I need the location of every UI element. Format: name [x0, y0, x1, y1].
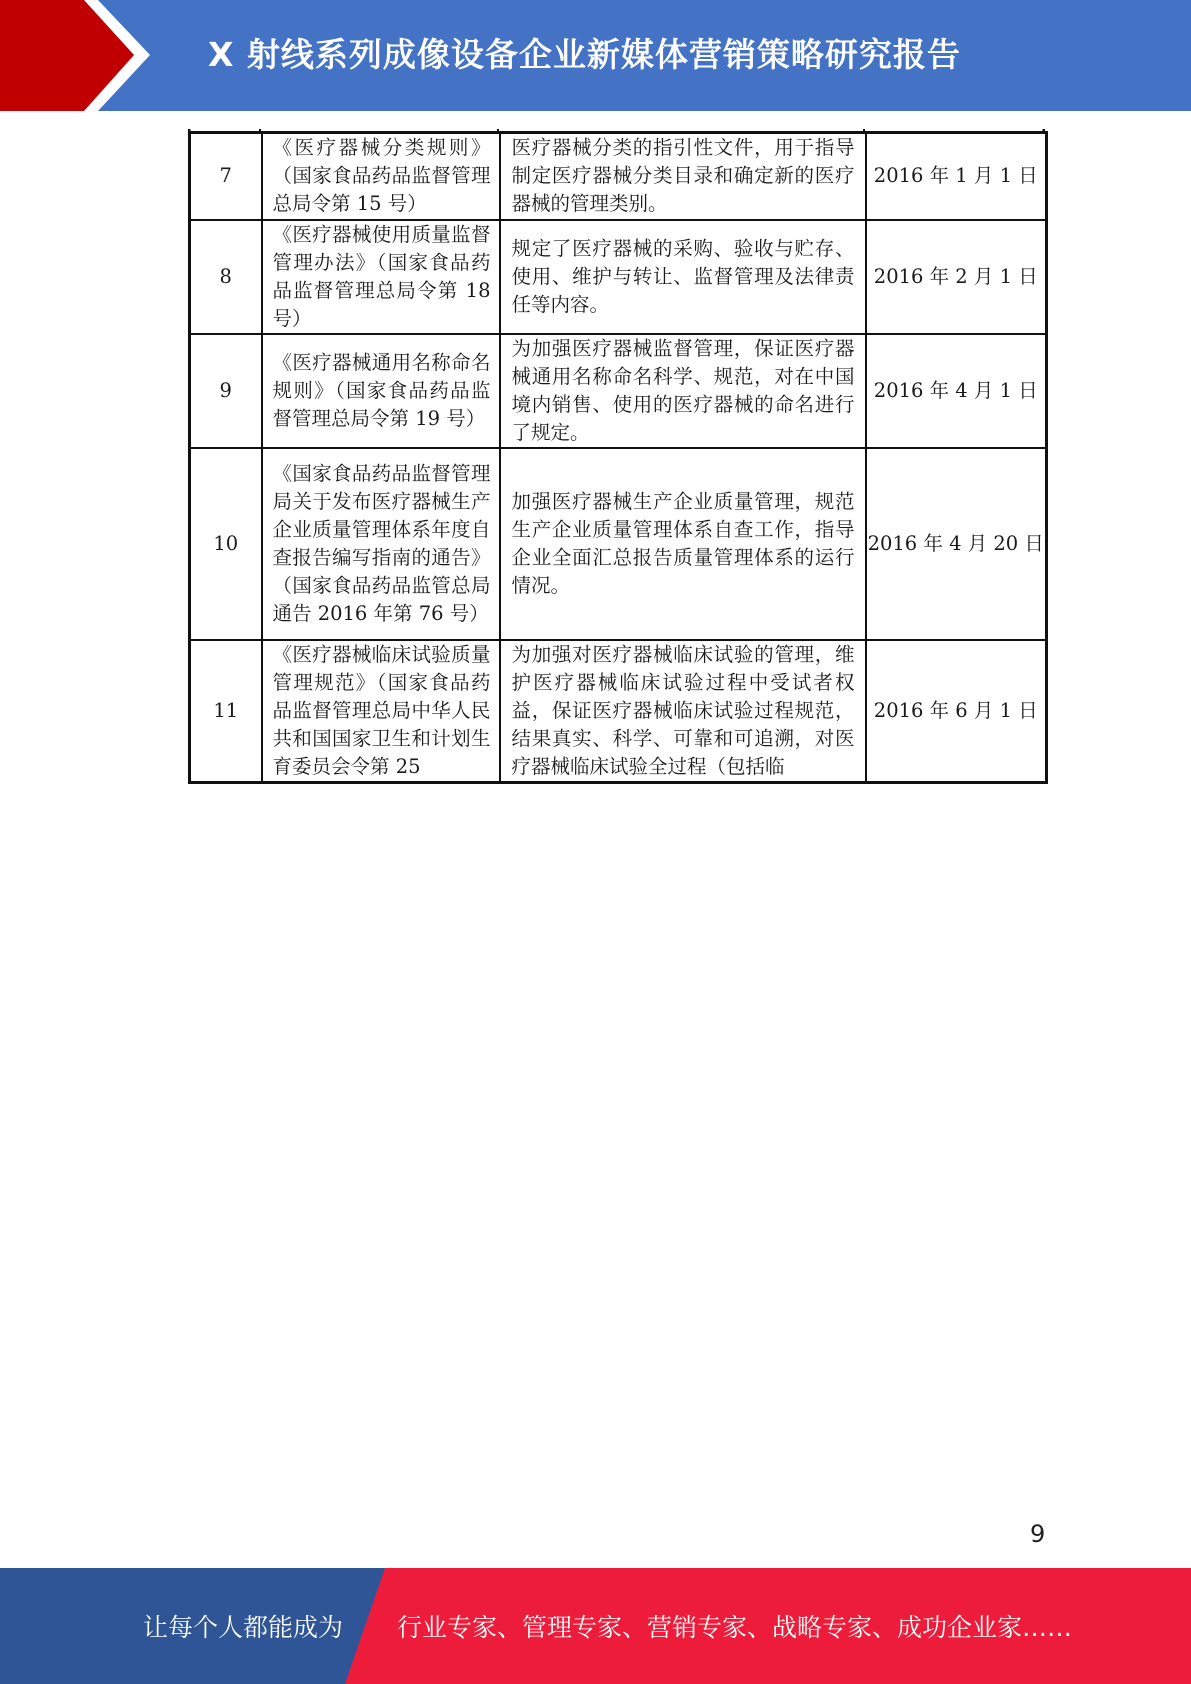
footer-slogan-left: 让每个人都能成为	[143, 1613, 344, 1642]
regulation-name: 《国家食品药品监督管理局关于发布医疗器械生产企业质量管理体系年度自查报告编写指南的通告》（国家食品药品监管总局通告 2016 年第 76 号）	[262, 448, 500, 640]
regulation-description: 医疗器械分类的指引性文件，用于指导制定医疗器械分类目录和确定新的医疗器械的管理类别。	[500, 133, 866, 220]
effective-date: 2016 年 4 月 1 日	[866, 334, 1047, 448]
regulation-name: 《医疗器械使用质量监督管理办法》（国家食品药品监督管理总局令第 18 号）	[262, 220, 500, 334]
effective-date: 2016 年 4 月 20 日	[866, 448, 1047, 640]
regulation-name	[262, 640, 500, 783]
header-banner	[0, 0, 1191, 111]
row-number: 8	[190, 220, 262, 334]
footer-banner	[0, 1568, 1191, 1684]
row-number: 10	[190, 448, 262, 640]
footer-slogan-right: 行业专家、管理专家、营销专家、战略专家、成功企业家……	[397, 1613, 1073, 1642]
page-number: 9	[1030, 1520, 1046, 1548]
regulation-description: 规定了医疗器械的采购、验收与贮存、使用、维护与转让、监督管理及法律责任等内容。	[500, 220, 866, 334]
regulation-description: 为加强医疗器械监督管理，保证医疗器械通用名称命名科学、规范，对在中国境内销售、使用的医疗器械的命名进行了规定。	[500, 334, 866, 448]
effective-date: 2016 年 6 月 1 日	[866, 640, 1047, 783]
regulation-description-text: 为加强对医疗器械临床试验的管理，维护医疗器械临床试验过程中受试者权益，保证医疗器械临床试验过程规范，结果真实、科学、可靠和可追溯，对医疗器械临床试验全过程（包括临	[511, 642, 855, 778]
regulation-name: 《医疗器械分类规则》（国家食品药品监督管理总局令第 15 号）	[262, 133, 500, 220]
table-row	[190, 133, 1047, 220]
regulation-description: 加强医疗器械生产企业质量管理，规范生产企业质量管理体系自查工作，指导企业全面汇总报告质量管理体系的运行情况。	[500, 448, 866, 640]
report-title: X 射线系列成像设备企业新媒体营销策略研究报告	[208, 35, 961, 74]
effective-date: 2016 年 2 月 1 日	[866, 220, 1047, 334]
table-row	[190, 220, 1047, 334]
row-number: 9	[190, 334, 262, 448]
row-number: 7	[190, 133, 262, 220]
regulation-table	[188, 131, 1045, 784]
regulation-name-text: 《医疗器械临床试验质量管理规范》（国家食品药品监督管理总局中华人民共和国国家卫生和计划生育委员会令第 25	[272, 642, 491, 778]
table-row	[190, 640, 1047, 783]
header-arrow-icon	[0, 0, 160, 111]
row-number: 11	[190, 640, 262, 783]
effective-date: 2016 年 1 月 1 日	[866, 133, 1047, 220]
regulation-name: 《医疗器械通用名称命名规则》（国家食品药品监督管理总局令第 19 号）	[262, 334, 500, 448]
table-row	[190, 334, 1047, 448]
regulation-description	[500, 640, 866, 783]
table-row	[190, 448, 1047, 640]
